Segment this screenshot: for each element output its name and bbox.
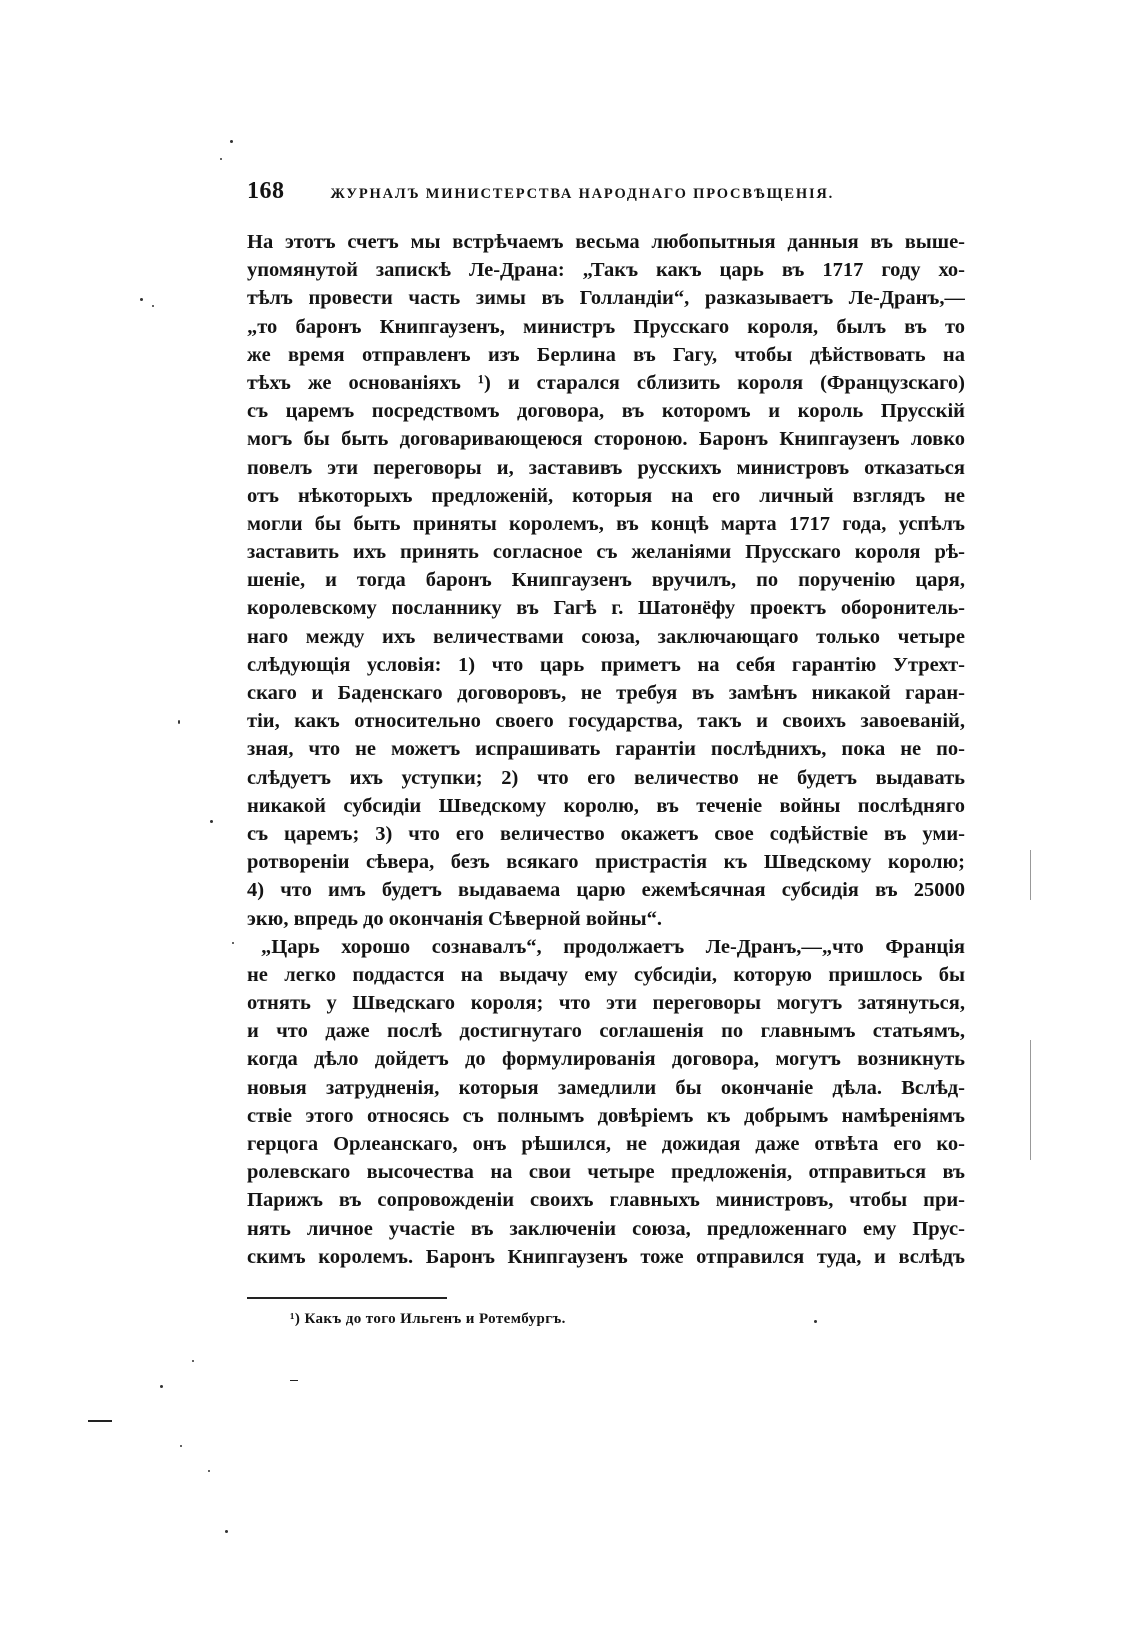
scan-speck <box>220 158 222 160</box>
text-line: королевскому посланнику въ Гагѣ г. Шатонёфу проектъ оборонитель- <box>247 597 965 620</box>
scan-speck <box>230 140 233 143</box>
text-line: могъ бы быть договаривающеюся стороною. Баронъ Книпгаузенъ ловко <box>247 428 965 451</box>
scan-speck <box>814 1320 817 1323</box>
page-number: 168 <box>247 178 285 204</box>
footnote-divider <box>247 1297 447 1299</box>
text-line: скимъ королемъ. Баронъ Книпгаузенъ тоже отправился туда, и вслѣдъ <box>247 1245 965 1268</box>
text-line: нять личное участіе въ заключеніи союза, предложеннаго ему Прус- <box>247 1217 965 1240</box>
scan-speck <box>208 1470 210 1472</box>
page-header <box>247 178 965 210</box>
text-line: Парижъ въ сопровожденіи своихъ главныхъ министровъ, чтобы при- <box>247 1189 965 1212</box>
text-line: никакой субсидіи Шведскому королю, въ теченіе войны послѣдняго <box>247 794 965 817</box>
text-line: отнять у Шведскаго короля; что эти переговоры могутъ затянуться, <box>247 992 965 1015</box>
text-line: „то баронъ Книпгаузенъ, министръ Прусскаго короля, былъ въ то <box>247 315 965 338</box>
scan-speck <box>178 720 180 724</box>
text-line: ротвореніи сѣвера, безъ всякаго пристрастія къ Шведскому королю; <box>247 851 965 874</box>
text-line: и что даже послѣ достигнутаго соглашенія по главнымъ статьямъ, <box>247 1020 965 1043</box>
scan-dash <box>88 1420 112 1422</box>
text-line: 4) что имъ будетъ выдаваема царю ежемѣсячная субсидія въ 25000 <box>247 879 965 902</box>
text-line: заставить ихъ принять согласное съ желаніями Прусскаго короля рѣ- <box>247 541 965 564</box>
text-line: ствіе этого относясь съ полнымъ довѣріемъ къ добрымъ намѣреніямъ <box>247 1104 965 1127</box>
text-line: шеніе, и тогда баронъ Книпгаузенъ вручилъ, по порученію царя, <box>247 569 965 592</box>
scan-speck <box>160 1385 163 1388</box>
text-line: съ царемъ посредствомъ договора, въ которомъ и король Прусскій <box>247 400 965 423</box>
body-text <box>247 228 965 1271</box>
scan-speck <box>152 305 154 307</box>
text-line: „Царь хорошо сознавалъ“, продолжаетъ Ле-Дранъ,—„что Франція <box>261 935 965 958</box>
text-line: На этотъ счетъ мы встрѣчаемъ весьма любопытныя данныя въ выше- <box>247 231 965 253</box>
scan-speck <box>192 1360 194 1362</box>
scan-dash <box>290 1380 298 1381</box>
text-line: слѣдуетъ ихъ уступки; 2) что его величество не будетъ выдавать <box>247 766 965 789</box>
text-line: тѣхъ же основаніяхъ ¹) и старался сблизить короля (Французскаго) <box>247 371 965 394</box>
text-line: слѣдующія условія: 1) что царь приметъ на себя гарантію Утрехт- <box>247 653 965 676</box>
text-line: отъ нѣкоторыхъ предложеній, которыя на его личный взглядъ не <box>247 484 965 507</box>
scan-speck <box>210 820 213 823</box>
text-line: тѣлъ провести часть зимы въ Голландіи“, разказываетъ Ле-Дранъ,— <box>247 287 965 310</box>
text-line: могли бы быть приняты королемъ, въ концѣ марта 1717 года, успѣлъ <box>247 512 965 535</box>
scan-speck <box>232 942 234 944</box>
text-line: тіи, какъ относительно своего государства, такъ и своихъ завоеваній, <box>247 710 965 733</box>
text-line: повелъ эти переговоры и, заставивъ русскихъ министровъ отказаться <box>247 456 965 479</box>
text-line: наго между ихъ величествами союза, заключающаго только четыре <box>247 625 965 648</box>
text-line: упомянутой запискѣ Ле-Драна: „Такъ какъ царь въ 1717 году хо- <box>247 259 965 282</box>
scan-edge-line <box>1030 850 1031 900</box>
footnote: ¹) Какъ до того Ильгенъ и Ротембургъ. <box>290 1311 566 1327</box>
running-title: ЖУРНАЛЪ МИНИСТЕРСТВА НАРОДНАГО ПРОСВѢЩЕНІЯ. <box>330 186 835 202</box>
text-line: когда дѣло дойдетъ до формулированія договора, могутъ возникнуть <box>247 1048 965 1071</box>
text-line: не легко поддастся на выдачу ему субсидіи, которую пришлось бы <box>247 963 965 986</box>
text-line: зная, что не можетъ испрашивать гарантіи послѣднихъ, пока не по- <box>247 738 965 761</box>
text-line: герцога Орлеанскаго, онъ рѣшился, не дожидая даже отвѣта его ко- <box>247 1133 965 1155</box>
scan-speck <box>140 298 143 301</box>
scan-edge-line <box>1030 1040 1031 1160</box>
scan-speck <box>180 1445 182 1447</box>
text-line: экю, впредь до окончанія Сѣверной войны“. <box>247 907 663 930</box>
text-line: же время отправленъ изъ Берлина въ Гагу, чтобы дѣйствовать на <box>247 343 965 366</box>
text-line: скаго и Баденскаго договоровъ, не требуя въ замѣнъ никакой гаран- <box>247 682 965 704</box>
text-line: съ царемъ; 3) что его величество окажетъ свое содѣйствіе въ уми- <box>247 822 965 845</box>
text-line: новыя затрудненія, которыя замедлили бы окончаніе дѣла. Вслѣд- <box>247 1076 965 1099</box>
scan-speck <box>225 1530 228 1533</box>
text-line: ролевскаго высочества на свои четыре предложенія, отправиться въ <box>247 1161 965 1184</box>
